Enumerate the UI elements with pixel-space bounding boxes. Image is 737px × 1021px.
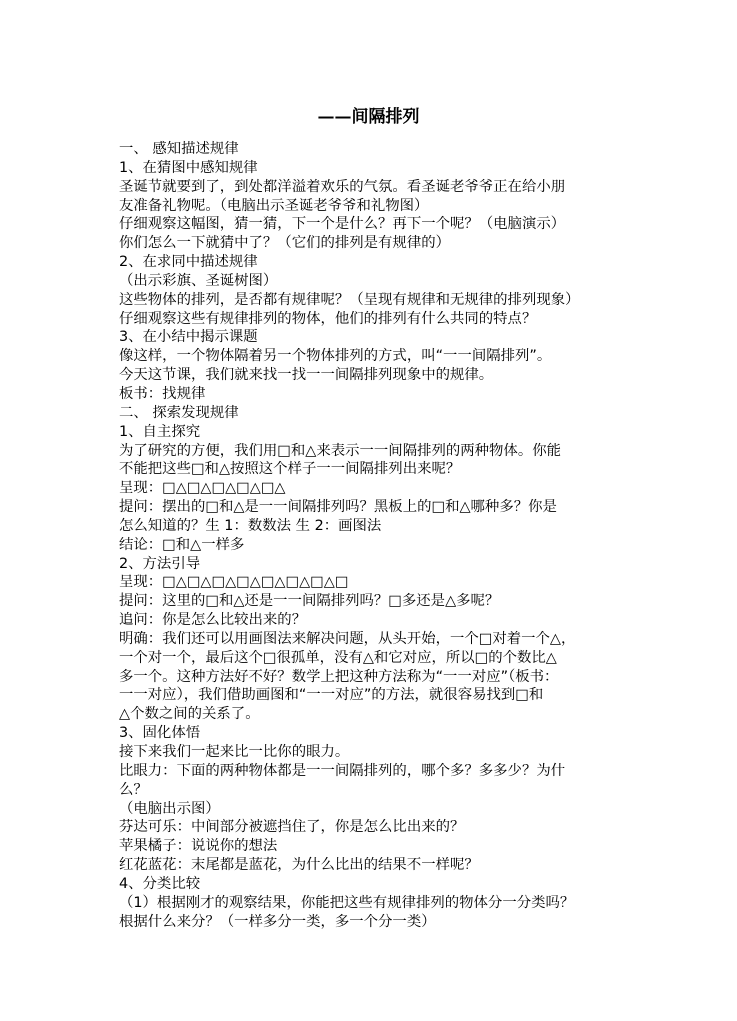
text-line: 仔细观察这些有规律排列的物体，他们的排列有什么共同的特点？	[119, 310, 537, 327]
text-line: 红花蓝花：末尾都是蓝花，为什么比出的结果不一样呢？	[119, 857, 479, 874]
text-line: 一个对一个，最后这个□很孤单，没有△和它对应，所以□的个数比△	[119, 649, 557, 666]
text-line: 根据什么来分？（一样多分一类，多一个分一类）	[119, 913, 436, 930]
text-line: 1、自主探究	[119, 423, 201, 440]
text-line: 芬达可乐：中间部分被遮挡住了，你是怎么比出来的？	[119, 819, 465, 836]
text-line: △个数之间的关系了。	[119, 706, 260, 723]
text-line: 圣诞节就要到了，到处都洋溢着欢乐的气氛。看圣诞老爷爷正在给小朋	[119, 178, 566, 195]
text-line: 怎么知道的？生 1：数数法 生 2：画图法	[119, 517, 382, 534]
document-title: ——间隔排列	[317, 107, 420, 127]
text-line: 追问：你是怎么比较出来的？	[119, 612, 307, 629]
text-line: 苹果橘子：说说你的想法	[119, 838, 278, 855]
text-line: 友准备礼物呢。（电脑出示圣诞老爷爷和礼物图）	[119, 197, 429, 214]
text-line: 1、在猜图中感知规律	[119, 159, 258, 176]
text-line: 提问：这里的□和△还是一一间隔排列吗？□多还是△多呢？	[119, 593, 500, 610]
text-line: 今天这节课，我们就来找一找一一间隔排列现象中的规律。	[119, 367, 494, 384]
text-line: 这些物体的排列，是否都有规律呢？（呈现有规律和无规律的排列现象）	[119, 291, 580, 308]
text-line: 像这样，一个物体隔着另一个物体排列的方式，叫“一一间隔排列”。	[119, 348, 552, 365]
text-line: 二、 探索发现规律	[119, 404, 239, 421]
text-line: 多一个。这种方法好不好？数学上把这种方法称为“一一对应”（板书：	[119, 668, 559, 685]
text-line: （电脑出示图）	[119, 800, 220, 817]
text-line: 一、 感知描述规律	[119, 141, 239, 157]
text-line: 仔细观察这幅图，猜一猜，下一个是什么？再下一个呢？（电脑演示）	[119, 216, 566, 233]
text-line: 么？	[119, 781, 148, 798]
text-line: 呈现：□△□△□△□△□△	[119, 480, 286, 497]
text-line: 呈现：□△□△□△□△□△□△□△□	[119, 574, 349, 591]
text-line: 3、在小结中揭示课题	[119, 329, 258, 346]
text-line: 结论：□和△一样多	[119, 536, 245, 553]
text-line: 不能把这些□和△按照这个样子一一间隔排列出来呢？	[119, 461, 461, 478]
text-line: 你们怎么一下就猜中了？（它们的排列是有规律的）	[119, 235, 450, 252]
text-line: 2、方法引导	[119, 555, 201, 572]
text-line: 比眼力：下面的两种物体都是一一间隔排列的，哪个多？多多少？为什	[119, 762, 566, 779]
text-line: 明确：我们还可以用画图法来解决问题，从头开始，一个□对着一个△，	[119, 630, 576, 647]
text-line: 2、在求同中描述规律	[119, 254, 258, 271]
text-line: （出示彩旗、圣诞树图）	[119, 272, 278, 289]
text-line: 4、分类比较	[119, 875, 201, 892]
text-line: 3、固化体悟	[119, 725, 201, 742]
text-line: 提问：摆出的□和△是一一间隔排列吗？黑板上的□和△哪种多？你是	[119, 499, 557, 516]
text-line: （1）根据刚才的观察结果，你能把这些有规律排列的物体分一分类吗？	[119, 894, 575, 911]
text-line: 为了研究的方便，我们用□和△来表示一一间隔排列的两种物体。你能	[119, 442, 561, 459]
text-line: 一一对应），我们借助画图和“一一对应”的方法，就很容易找到□和	[119, 687, 544, 704]
text-line: 接下来我们一起来比一比你的眼力。	[119, 744, 350, 760]
document-body	[119, 140, 624, 931]
text-line: 板书：找规律	[119, 385, 206, 402]
